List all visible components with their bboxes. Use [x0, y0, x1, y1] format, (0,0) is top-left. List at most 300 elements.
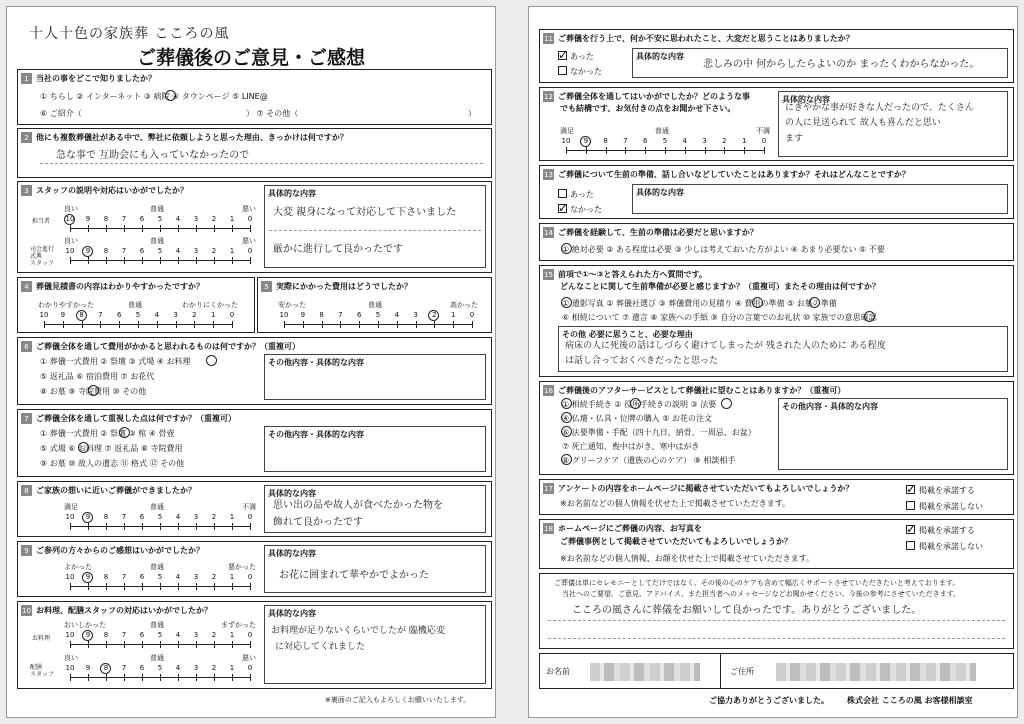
- q14-options: ① 絶対必要 ② ある程度は必要 ③ 少しは考えておいた方がよい ④ あまり必要ない ⑤ 不要: [562, 245, 885, 254]
- scale-tick: [106, 583, 107, 590]
- box-title: その他内容・具体的な内容: [782, 402, 878, 411]
- scale-number: 8: [103, 573, 109, 581]
- scale-number: 3: [413, 311, 418, 319]
- q15-options-line1: ① 遺影写真 ② 葬儀社選び ③ 葬儀費用の見積り ④ 費用の準備 ⑤ お墓の準備: [562, 299, 837, 308]
- scale-tick: [142, 674, 143, 681]
- scale-number: 8: [103, 513, 109, 521]
- selected-circle-food: [78, 442, 89, 453]
- scale-number: 7: [121, 247, 127, 255]
- scale-tick: [70, 674, 71, 681]
- q16-options-line3: ⑥ 法要準備・手配（四十九日、納骨、一周忌、お盆）: [562, 428, 756, 437]
- scale-number: 1: [741, 137, 747, 145]
- question-number: 9: [21, 545, 32, 556]
- scale-number: 9: [300, 311, 306, 319]
- question-6: [17, 337, 492, 405]
- question-number: 14: [544, 228, 553, 237]
- scale-label: 良い: [64, 654, 78, 662]
- question-text: ご葬儀について生前の準備、話し合いなどしていたことはありますか？それはどんなことですか？: [558, 170, 910, 179]
- question-7: [17, 409, 492, 477]
- selected-circle-family-intent: [864, 311, 875, 322]
- q16-options-line4: ⑦ 死亡通知、喪中はがき、寒中はがき: [562, 442, 700, 451]
- scale-tick: [232, 583, 233, 590]
- rating-scale-serving: [64, 653, 256, 683]
- scale-number: 0: [247, 215, 253, 223]
- question-text: アンケートの内容をホームページに掲載させていただいてもよろしいでしょうか？: [558, 484, 854, 493]
- scale-number: 6: [356, 311, 362, 319]
- rating-scale-estimate: [38, 300, 238, 330]
- scale-tick: [214, 257, 215, 264]
- scale-tick: [106, 523, 107, 530]
- scale-number: 2: [211, 631, 217, 639]
- selected-circle-absolutely: [561, 243, 572, 254]
- scale-tick: [232, 523, 233, 530]
- scale-tick: [196, 523, 197, 530]
- question-text-2: でも結構です、お気付きの点をお聞かせ下さい。: [560, 104, 736, 113]
- scale-tick: [124, 257, 125, 264]
- scale-tick: [160, 523, 161, 530]
- scale-tick: [250, 583, 251, 590]
- details-box: [264, 545, 486, 593]
- checkbox-yes[interactable]: [558, 189, 567, 198]
- question-2: [17, 128, 492, 178]
- details-box: [264, 485, 486, 533]
- scale-number: 3: [173, 311, 178, 319]
- details-box: [778, 398, 1008, 470]
- contact-section: [539, 653, 1014, 689]
- scale-number: 0: [761, 137, 767, 145]
- scale-tick: [196, 641, 197, 648]
- scale-number: 0: [247, 631, 253, 639]
- scale-number: 4: [175, 513, 181, 521]
- rating-scale-staff: [64, 204, 256, 234]
- selected-circle-grief-care: [561, 454, 572, 465]
- question-number: 15: [544, 270, 553, 279]
- scale-tick: [416, 321, 417, 328]
- q7-options-line1: ① 葬儀一式費用 ② 祭壇 ③ 棺 ④ 骨壺: [40, 429, 175, 438]
- question-4: [17, 277, 255, 333]
- survey-page-back: [528, 6, 1018, 718]
- selected-rating-circle: [82, 630, 93, 641]
- scale-tick: [214, 523, 215, 530]
- q6-options-line3: ⑧ お墓 ⑨ 寺院費用 ⑩ その他: [40, 387, 147, 396]
- scale-tick: [106, 225, 107, 232]
- scale-label: 不満: [756, 127, 770, 135]
- box-title: 具体的な内容: [636, 188, 684, 197]
- question-note: ※お名前などの個人情報を伏せた上で掲載させていただきます。: [560, 499, 791, 508]
- q8-handwritten-answer2: 飾れて良かったです: [273, 517, 363, 528]
- scale-tick: [88, 523, 89, 530]
- scale-number: 9: [60, 311, 66, 319]
- question-number: 4: [21, 281, 32, 292]
- selected-circle-grave: [809, 297, 820, 308]
- scale-number: 10: [65, 513, 75, 521]
- scale-number: 3: [193, 664, 199, 672]
- scale-tick: [232, 321, 233, 328]
- scale-tick: [157, 321, 158, 328]
- scale-tick: [250, 674, 251, 681]
- question-17: [539, 479, 1014, 515]
- checkmark-icon: ✓: [558, 201, 569, 215]
- scale-number: 10: [65, 573, 75, 581]
- scale-tick: [250, 641, 251, 648]
- selected-rating-circle: [82, 246, 93, 257]
- scale-number: 3: [193, 631, 199, 639]
- scale-number: 5: [662, 137, 668, 145]
- rating-scale-overall: [560, 126, 770, 156]
- scale-number: 10: [279, 311, 289, 319]
- checkmark-icon: ✓: [906, 522, 917, 536]
- scale-number: 8: [103, 631, 109, 639]
- selected-circle-office: [630, 398, 641, 409]
- question-number: 8: [21, 485, 32, 496]
- scale-tick: [250, 225, 251, 232]
- selected-rating-circle: [76, 310, 87, 321]
- scale-label: 普通: [128, 301, 142, 309]
- scale-label: わかりやすかった: [38, 301, 94, 309]
- scale-number: 8: [603, 137, 608, 145]
- selected-circle-food: [206, 355, 217, 366]
- question-number: 1: [21, 73, 32, 84]
- q3-handwritten-answer1: 大変 親身になって対応して下さいました: [273, 207, 457, 218]
- selected-circle-memorial-prep: [561, 426, 572, 437]
- scale-row-label: お料理: [32, 635, 51, 642]
- selected-rating-circle: [82, 512, 93, 523]
- q15-options-line2: ⑥ 相続について ⑦ 遺言 ⑧ 家族への手紙 ⑨ 自分の言葉でのお礼状 ⑩ 家族での意思確認: [562, 313, 877, 322]
- details-box: [264, 605, 486, 684]
- scale-number: 1: [229, 631, 235, 639]
- option-label: なかった: [570, 205, 602, 214]
- box-title: その他内容・具体的な内容: [268, 430, 364, 439]
- scale-number: 9: [583, 137, 589, 145]
- question-text-2: どんなことに関して生前準備が必要と感じますか？（重複可）またその理由は何ですか？: [560, 282, 880, 291]
- scale-tick: [160, 674, 161, 681]
- scale-number: 10: [65, 664, 75, 672]
- scale-label: 悪かった: [228, 563, 256, 571]
- scale-number: 5: [135, 311, 141, 319]
- scale-number: 6: [139, 247, 145, 255]
- scale-tick: [724, 147, 725, 154]
- scale-number: 6: [642, 137, 648, 145]
- q2-handwritten-answer: 急な事で 互助会にも入っていなかったので: [56, 150, 250, 161]
- scale-tick: [88, 674, 89, 681]
- scale-number: 2: [211, 247, 217, 255]
- q10-handwritten-answer1: お料理が足りないくらいでしたが 臨機応変: [271, 626, 445, 636]
- question-number: 10: [22, 606, 31, 615]
- question-13: [539, 165, 1014, 219]
- question-text: 当社の事をどこで知りましたか？: [36, 74, 156, 83]
- question-9: [17, 541, 492, 597]
- scale-number: 1: [229, 513, 235, 521]
- selected-circle-portrait: [561, 297, 572, 308]
- q15-handwritten-answer1: 病床の人に死後の話はしづらく避けてしまったが 残された人のために ある程度: [565, 341, 886, 351]
- question-11: [539, 29, 1014, 83]
- scale-tick: [124, 523, 125, 530]
- question-8: [17, 481, 492, 537]
- question-number: 17: [544, 484, 553, 493]
- box-title: その他内容・具体的な内容: [268, 358, 364, 367]
- footer-note: ※裏面のご記入もよろしくお願いいたします。: [325, 696, 471, 704]
- scale-number: 7: [121, 215, 127, 223]
- redacted-name: [590, 663, 700, 681]
- scale-label: 良い: [64, 237, 78, 245]
- scale-number: 8: [319, 311, 324, 319]
- scale-number: 7: [121, 631, 127, 639]
- box-title: 具体的な内容: [268, 189, 316, 198]
- scale-label: おいしかった: [64, 621, 106, 629]
- scale-number: 7: [338, 311, 343, 319]
- scale-label: まずかった: [221, 621, 256, 629]
- scale-tick: [178, 641, 179, 648]
- selected-circle-altar: [561, 412, 572, 423]
- scale-tick: [232, 257, 233, 264]
- scale-label: 普通: [150, 237, 164, 245]
- address-label: ご住所: [730, 667, 754, 676]
- scale-label: 普通: [368, 301, 382, 309]
- question-number: 5: [261, 281, 272, 292]
- details-box: [264, 185, 486, 268]
- scale-number: 6: [139, 664, 145, 672]
- scale-tick: [378, 321, 379, 328]
- scale-number: 2: [211, 573, 217, 581]
- scale-number: 9: [85, 215, 91, 223]
- scale-tick: [160, 225, 161, 232]
- rating-scale-family: [64, 502, 256, 532]
- q16-options-line5: ⑧ グリーフケア（遺族の心のケア） ⑨ 相談相手: [562, 456, 736, 465]
- scale-number: 6: [116, 311, 122, 319]
- scale-number: 4: [394, 311, 400, 319]
- question-3: [17, 181, 492, 273]
- survey-page-front: [6, 6, 496, 718]
- scale-number: 9: [85, 513, 91, 521]
- question-text: ご葬儀後のアフターサービスとして葬儀社に望むことはありますか？（重複可）: [558, 386, 846, 395]
- footer-company: 株式会社 こころの風 お客様相談室: [847, 696, 973, 705]
- scale-number: 5: [157, 631, 163, 639]
- option-label: 掲載を承諾する: [919, 486, 975, 495]
- scale-tick: [124, 583, 125, 590]
- scale-number: 10: [65, 247, 75, 255]
- scale-tick: [88, 583, 89, 590]
- question-text: ご参列の方々からのご感想はいかがでしたか？: [36, 546, 204, 555]
- box-title: 具体的な内容: [268, 549, 316, 558]
- scale-tick: [176, 321, 177, 328]
- scale-number: 4: [175, 631, 181, 639]
- scale-number: 4: [682, 137, 688, 145]
- question-text: 実際にかかった費用はどうでしたか？: [276, 282, 412, 291]
- scale-number: 8: [79, 311, 84, 319]
- question-text: ご葬儀全体を通して重視した点は何ですか？（重複可）: [36, 414, 236, 423]
- scale-tick: [88, 225, 89, 232]
- details-box: [632, 184, 1008, 214]
- scale-number: 7: [121, 573, 127, 581]
- scale-number: 7: [623, 137, 628, 145]
- scale-tick: [106, 257, 107, 264]
- question-text: ご葬儀を行う上で、何か不安に思われたこと、大変だと思うことはありましたか？: [558, 34, 854, 43]
- scale-row-label-staff: 司会進行 式典 スタッフ: [30, 246, 55, 267]
- scale-number: 8: [103, 247, 109, 255]
- scale-tick: [142, 523, 143, 530]
- scale-tick: [213, 321, 214, 328]
- scale-tick: [250, 257, 251, 264]
- scale-number: 0: [247, 513, 253, 521]
- q16-options-line2: ④ 仏壇・仏具・位牌の購入 ⑤ お花の注文: [562, 414, 712, 423]
- scale-tick: [453, 321, 454, 328]
- scale-tick: [196, 583, 197, 590]
- scale-number: 1: [229, 664, 235, 672]
- scale-number: 9: [85, 664, 91, 672]
- scale-label: 悪い: [242, 205, 256, 213]
- scale-tick: [106, 674, 107, 681]
- scale-tick: [178, 674, 179, 681]
- scale-tick: [566, 147, 567, 154]
- checkmark-icon: ✓: [906, 482, 917, 496]
- q16-options-line1: ① 相続手続き ② 役所手続きの説明 ③ 法要: [562, 400, 717, 409]
- question-text-2: ご葬儀事例として掲載させていただいてもよろしいでしょうか？: [560, 537, 792, 546]
- scale-number: 10: [561, 137, 571, 145]
- rating-scale-attendees: [64, 562, 256, 592]
- q12-handwritten-answer2: の人に見送られて 故人も喜んだと思い: [785, 118, 941, 128]
- scale-number: 1: [229, 215, 235, 223]
- scale-tick: [63, 321, 64, 328]
- scale-tick: [70, 641, 71, 648]
- rating-scale-cost: [278, 300, 478, 330]
- scale-number: 3: [193, 573, 199, 581]
- details-box: [558, 326, 1008, 372]
- selected-rating-circle: [428, 310, 439, 321]
- dashed-line: [548, 620, 1005, 621]
- scale-tick: [88, 257, 89, 264]
- question-16: [539, 381, 1014, 475]
- scale-tick: [625, 147, 626, 154]
- question-text: スタッフの説明や対応はいかがでしたか？: [36, 186, 188, 195]
- scale-number: 6: [139, 513, 145, 521]
- question-text: ご葬儀全体を通して費用がかかると思われるものは何ですか？（重複可）: [36, 342, 300, 351]
- question-number: 18: [544, 524, 553, 533]
- scale-label: 不満: [242, 503, 256, 511]
- scale-tick: [214, 641, 215, 648]
- scale-tick: [744, 147, 745, 154]
- scale-number: 4: [175, 664, 181, 672]
- scale-tick: [88, 641, 89, 648]
- scale-number: 9: [85, 631, 91, 639]
- option-label: 掲載を承諾する: [919, 526, 975, 535]
- scale-tick: [160, 641, 161, 648]
- scale-tick: [196, 257, 197, 264]
- scale-tick: [472, 321, 473, 328]
- scale-number: 8: [103, 215, 109, 223]
- question-number: 16: [544, 386, 553, 395]
- option-label: 掲載を承諾しない: [919, 502, 983, 511]
- scale-number: 3: [193, 247, 199, 255]
- scale-number: 3: [702, 137, 707, 145]
- option-label: あった: [570, 190, 594, 199]
- free-comment-section: [539, 573, 1014, 649]
- scale-number: 2: [192, 311, 197, 319]
- details-box: [632, 48, 1008, 78]
- checkbox-no[interactable]: [558, 66, 567, 75]
- scale-number: 4: [154, 311, 160, 319]
- selected-rating-circle: [580, 136, 591, 147]
- question-12: [539, 87, 1014, 161]
- q15-handwritten-answer2: は話し合っておくべきだったと思った: [565, 356, 719, 366]
- scale-number: 5: [157, 664, 163, 672]
- scale-tick: [124, 225, 125, 232]
- scale-tick: [70, 225, 71, 232]
- scale-number: 0: [229, 311, 235, 319]
- scale-tick: [359, 321, 360, 328]
- scale-label: 普通: [150, 621, 164, 629]
- scale-number: 0: [247, 573, 253, 581]
- question-15: [539, 265, 1014, 377]
- q3-handwritten-answer2: 厳かに進行して良かったです: [273, 244, 403, 255]
- details-box: [264, 426, 486, 472]
- question-text: 他にも複数葬儀社がある中で、弊社に依頼しようと思った理由、きっかけは何ですか？: [36, 133, 348, 142]
- checkbox-decline[interactable]: [906, 501, 915, 510]
- option-label: なかった: [570, 67, 602, 76]
- scale-tick: [303, 321, 304, 328]
- question-text: 葬儀見積書の内容はわかりやすかったですか？: [36, 282, 204, 291]
- scale-number: 1: [450, 311, 456, 319]
- dashed-line: [269, 230, 481, 231]
- scale-number: 4: [175, 247, 181, 255]
- scale-number: 4: [175, 215, 181, 223]
- scale-tick: [214, 225, 215, 232]
- scale-number: 6: [139, 215, 145, 223]
- selected-rating-circle: [82, 572, 93, 583]
- scale-number: 5: [157, 573, 163, 581]
- scale-number: 2: [211, 664, 217, 672]
- selected-circle-hospital: [165, 90, 176, 101]
- scale-number: 6: [139, 631, 145, 639]
- scale-number: 8: [103, 664, 109, 672]
- question-text: ご葬儀全体を通してはいかがでしたか？どのような事: [558, 92, 750, 101]
- rating-scale-food: [64, 620, 256, 650]
- question-5: [257, 277, 492, 333]
- scale-number: 7: [98, 311, 103, 319]
- q12-handwritten-answer3: ます: [785, 134, 804, 144]
- scale-tick: [70, 257, 71, 264]
- scale-number: 4: [175, 573, 181, 581]
- scale-tick: [397, 321, 398, 328]
- scale-tick: [606, 147, 607, 154]
- scale-tick: [160, 583, 161, 590]
- checkbox-decline[interactable]: [906, 541, 915, 550]
- scale-label: 普通: [150, 503, 164, 511]
- scale-label: よかった: [64, 563, 92, 571]
- scale-tick: [106, 641, 107, 648]
- scale-label: わかりにくかった: [182, 301, 238, 309]
- selected-circle-inheritance: [561, 398, 572, 409]
- selected-circle-funds: [752, 297, 763, 308]
- scale-label: 普通: [150, 563, 164, 571]
- q6-options-line2: ⑤ 返礼品 ⑥ 宿泊費用 ⑦ お花代: [40, 372, 155, 381]
- q1-options-line2b: ） ⑦ その他（: [246, 109, 299, 118]
- scale-label: 普通: [655, 127, 669, 135]
- question-text: ご家族の想いに近いご葬儀ができましたか？: [36, 486, 196, 495]
- scale-number: 0: [247, 664, 253, 672]
- scale-number: 3: [193, 513, 199, 521]
- option-label: あった: [570, 52, 594, 61]
- scale-tick: [160, 257, 161, 264]
- q1-options-line2: ⑥ ご紹介（: [40, 109, 82, 118]
- question-18: [539, 519, 1014, 569]
- box-title: 具体的な内容: [268, 609, 316, 618]
- handwritten-header: 十人十色の家族葬 こころの風: [29, 26, 230, 42]
- scale-tick: [142, 641, 143, 648]
- scale-tick: [70, 523, 71, 530]
- scale-tick: [178, 225, 179, 232]
- box-title: 具体的な内容: [782, 95, 830, 104]
- q8-handwritten-answer1: 思い出の品や故人が食べたかった物を: [273, 500, 443, 511]
